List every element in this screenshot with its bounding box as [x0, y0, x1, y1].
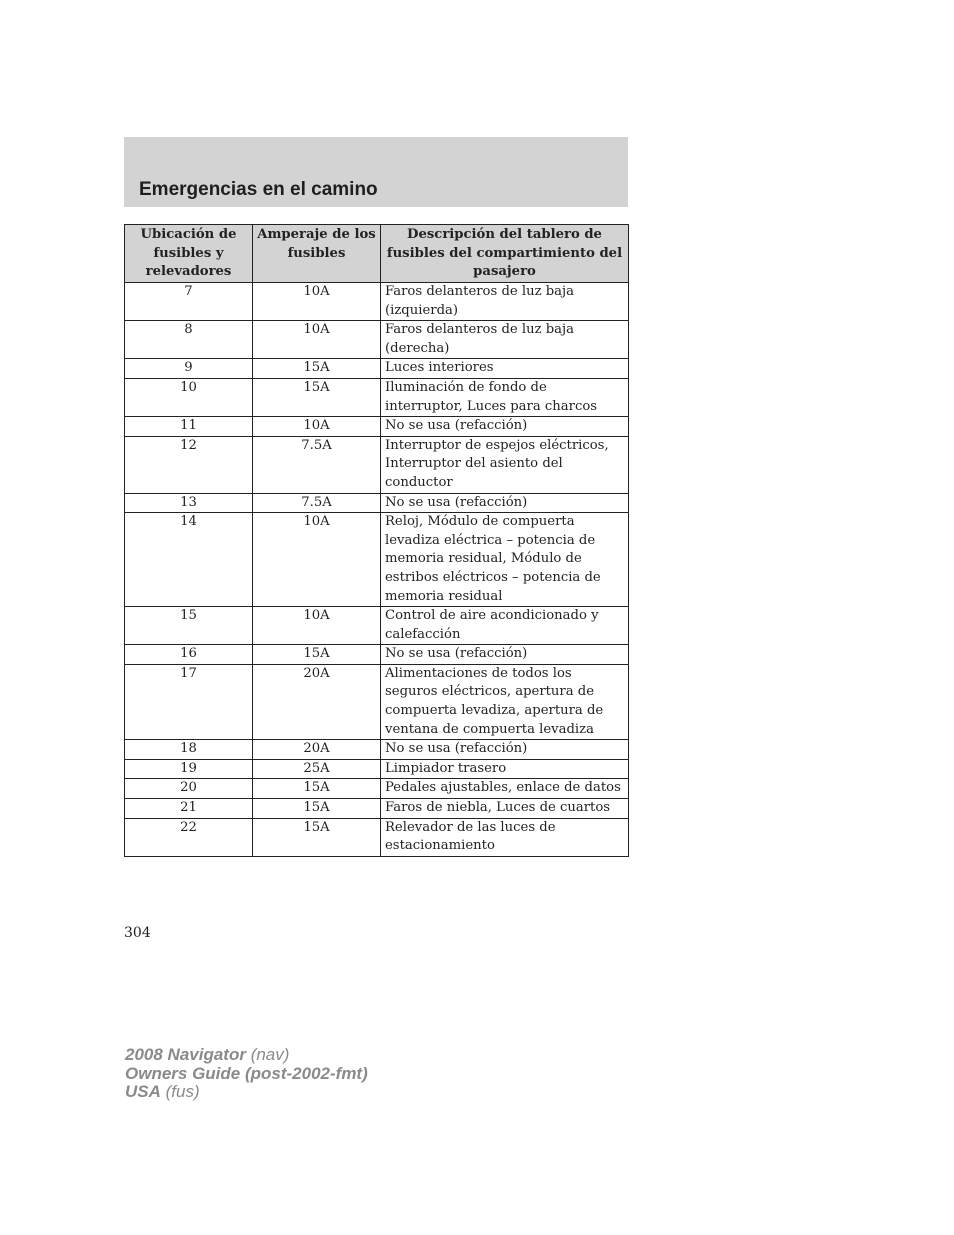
- column-header-description: Descripción del tablero de fusibles del compartimiento del pasajero: [381, 225, 629, 283]
- cell-description: Limpiador trasero: [381, 759, 629, 779]
- footer-line-market: [125, 1083, 368, 1102]
- cell-amperage: 10A: [253, 417, 381, 437]
- cell-amperage: 15A: [253, 818, 381, 856]
- cell-location: 19: [125, 759, 253, 779]
- cell-description: Faros de niebla, Luces de cuartos: [381, 799, 629, 819]
- footer-model: 2008 Navigator: [125, 1045, 246, 1064]
- cell-location: 21: [125, 799, 253, 819]
- cell-description: No se usa (refacción): [381, 417, 629, 437]
- cell-amperage: 25A: [253, 759, 381, 779]
- table-row: [125, 436, 629, 493]
- table-row: [125, 417, 629, 437]
- cell-location: 14: [125, 513, 253, 607]
- cell-amperage: 15A: [253, 378, 381, 416]
- cell-amperage: 15A: [253, 359, 381, 379]
- cell-location: 17: [125, 664, 253, 739]
- table-row: [125, 818, 629, 856]
- footer-market-code: (fus): [165, 1082, 200, 1101]
- cell-amperage: 7.5A: [253, 436, 381, 493]
- cell-amperage: 15A: [253, 645, 381, 665]
- footer-model-code: (nav): [250, 1045, 290, 1064]
- cell-location: 8: [125, 321, 253, 359]
- cell-location: 22: [125, 818, 253, 856]
- table-row: [125, 321, 629, 359]
- cell-description: Pedales ajustables, enlace de datos: [381, 779, 629, 799]
- cell-location: 15: [125, 607, 253, 645]
- cell-amperage: 10A: [253, 607, 381, 645]
- table-row: [125, 513, 629, 607]
- cell-amperage: 15A: [253, 779, 381, 799]
- table-row: [125, 779, 629, 799]
- footer-market: USA: [125, 1082, 161, 1101]
- table-row: [125, 378, 629, 416]
- cell-location: 12: [125, 436, 253, 493]
- cell-amperage: 20A: [253, 664, 381, 739]
- cell-location: 10: [125, 378, 253, 416]
- cell-description: Alimentaciones de todos los seguros eléctricos, apertura de compuerta levadiza, apertura de ventana de compuerta levadiza: [381, 664, 629, 739]
- cell-description: Interruptor de espejos eléctricos, Interruptor del asiento del conductor: [381, 436, 629, 493]
- table-row: [125, 359, 629, 379]
- footer-guide: Owners Guide (post-2002-fmt): [125, 1063, 368, 1083]
- document-footer: [125, 1046, 368, 1102]
- column-header-amperage: Amperaje de los fusibles: [253, 225, 381, 283]
- table-row: [125, 607, 629, 645]
- cell-location: 13: [125, 493, 253, 513]
- cell-amperage: 20A: [253, 740, 381, 760]
- table-header-row: [125, 225, 629, 283]
- cell-description: No se usa (refacción): [381, 645, 629, 665]
- cell-description: Control de aire acondicionado y calefacción: [381, 607, 629, 645]
- table-row: [125, 664, 629, 739]
- table-row: [125, 740, 629, 760]
- cell-location: 16: [125, 645, 253, 665]
- cell-amperage: 7.5A: [253, 493, 381, 513]
- table-row: [125, 645, 629, 665]
- column-header-location: Ubicación de fusibles y relevadores: [125, 225, 253, 283]
- footer-line-guide: [125, 1065, 368, 1084]
- cell-location: 9: [125, 359, 253, 379]
- table-row: [125, 759, 629, 779]
- cell-location: 18: [125, 740, 253, 760]
- table-row: [125, 799, 629, 819]
- cell-amperage: 10A: [253, 513, 381, 607]
- cell-description: Reloj, Módulo de compuerta levadiza eléctrica – potencia de memoria residual, Módulo de estribos eléctricos – potencia de memoria residual: [381, 513, 629, 607]
- cell-description: Iluminación de fondo de interruptor, Luces para charcos: [381, 378, 629, 416]
- cell-location: 11: [125, 417, 253, 437]
- section-title: Emergencias en el camino: [139, 179, 378, 200]
- cell-amperage: 10A: [253, 321, 381, 359]
- cell-location: 20: [125, 779, 253, 799]
- table-row: [125, 283, 629, 321]
- cell-amperage: 10A: [253, 283, 381, 321]
- cell-description: Luces interiores: [381, 359, 629, 379]
- section-header: [124, 137, 628, 207]
- cell-description: Faros delanteros de luz baja (izquierda): [381, 283, 629, 321]
- cell-description: Relevador de las luces de estacionamiento: [381, 818, 629, 856]
- cell-description: Faros delanteros de luz baja (derecha): [381, 321, 629, 359]
- cell-description: No se usa (refacción): [381, 740, 629, 760]
- table-row: [125, 493, 629, 513]
- fuse-table: [124, 224, 629, 857]
- page-number: 304: [124, 925, 151, 941]
- footer-line-model: [125, 1046, 368, 1065]
- cell-amperage: 15A: [253, 799, 381, 819]
- cell-location: 7: [125, 283, 253, 321]
- cell-description: No se usa (refacción): [381, 493, 629, 513]
